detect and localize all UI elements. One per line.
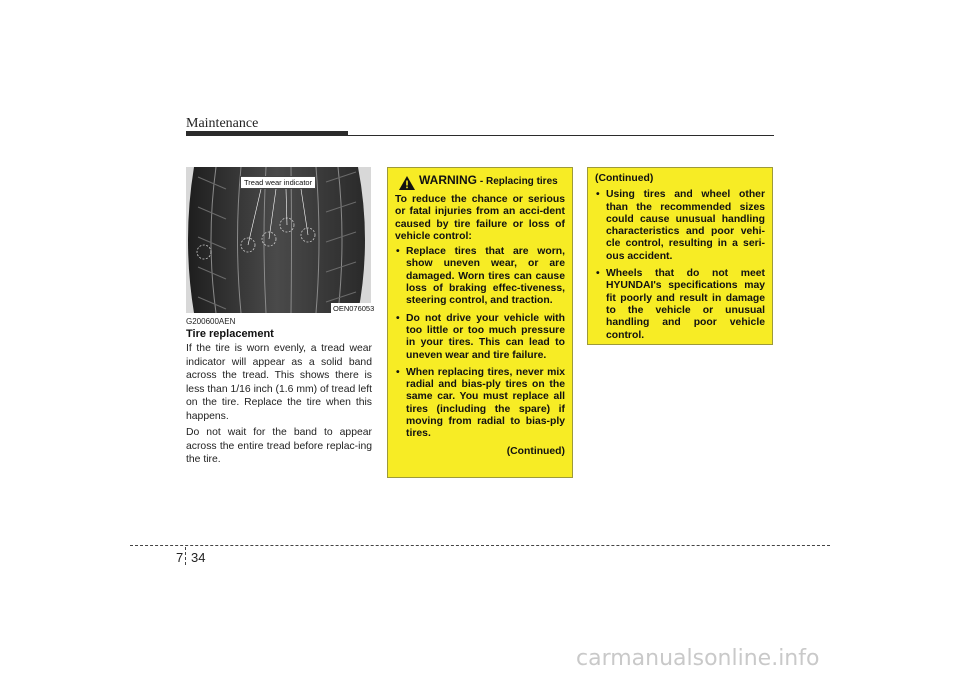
warning-bullet: • Replace tires that are worn, show uneven wear, or are damaged. Worn tires can cause loss of braking effec-tiveness, steering control, and traction. bbox=[395, 246, 565, 307]
warning-bullet: • When replacing tires, never mix radial and bias-ply tires on the same car. You must replace all tires (including the spare) if moving from radial to bias-ply tires. bbox=[395, 367, 565, 441]
watermark: carmanualsonline.info bbox=[576, 646, 820, 671]
warning-heading-word: WARNING bbox=[419, 173, 477, 187]
warning-heading bbox=[399, 174, 565, 190]
warning-intro: To reduce the chance or serious or fatal injuries from an acci-dent caused by tire failure or loss of vehicle control: bbox=[395, 194, 565, 242]
body-paragraph: Do not wait for the band to appear across the entire tread before replac-ing the tire. bbox=[186, 427, 372, 465]
body-paragraph: If the tire is worn evenly, a tread wear indicator will appear as a solid band across the tread. This shows there is less than 1/16 inch (1.6 mm) of tread left on the tire. Replace the tire when this happens. bbox=[186, 343, 372, 422]
footer-divider bbox=[185, 547, 186, 565]
continued-label: (Continued) bbox=[506, 445, 565, 457]
chapter-number: 7 bbox=[176, 550, 184, 565]
warning-triangle-icon bbox=[399, 176, 415, 190]
continued-label: (Continued) bbox=[595, 173, 654, 184]
warning-bullets bbox=[395, 246, 565, 440]
warning-bullet: • Using tires and wheel other than the recommended sizes could cause unusual handling characteristics and poor vehi-cle control, resulting in a seri-ous accident. bbox=[595, 189, 765, 263]
warning-box-continued bbox=[587, 167, 773, 345]
section-code: G200600AEN bbox=[186, 317, 236, 326]
header-rule-thin bbox=[186, 135, 774, 136]
page-number: 34 bbox=[191, 550, 206, 565]
warning-heading-sub: - Replacing tires bbox=[479, 176, 558, 187]
page-header-title: Maintenance bbox=[186, 116, 259, 131]
figure-code: OEN076053 bbox=[333, 304, 375, 313]
section-body bbox=[186, 342, 372, 470]
warning-box bbox=[387, 167, 573, 478]
warning-bullets bbox=[595, 189, 765, 342]
warning-bullet: • Do not drive your vehicle with too little or too much pressure in your tires. This can lead to uneven wear and tire failure. bbox=[395, 313, 565, 362]
tread-wear-indicator-label: Tread wear indicator bbox=[240, 176, 316, 189]
footer-rule bbox=[130, 545, 830, 546]
warning-bullet: • Wheels that do not meet HYUNDAI's specifications may fit poorly and result in damage to the vehicle or unusual handling and poor vehicle control. bbox=[595, 268, 765, 342]
section-title: Tire replacement bbox=[186, 328, 274, 340]
